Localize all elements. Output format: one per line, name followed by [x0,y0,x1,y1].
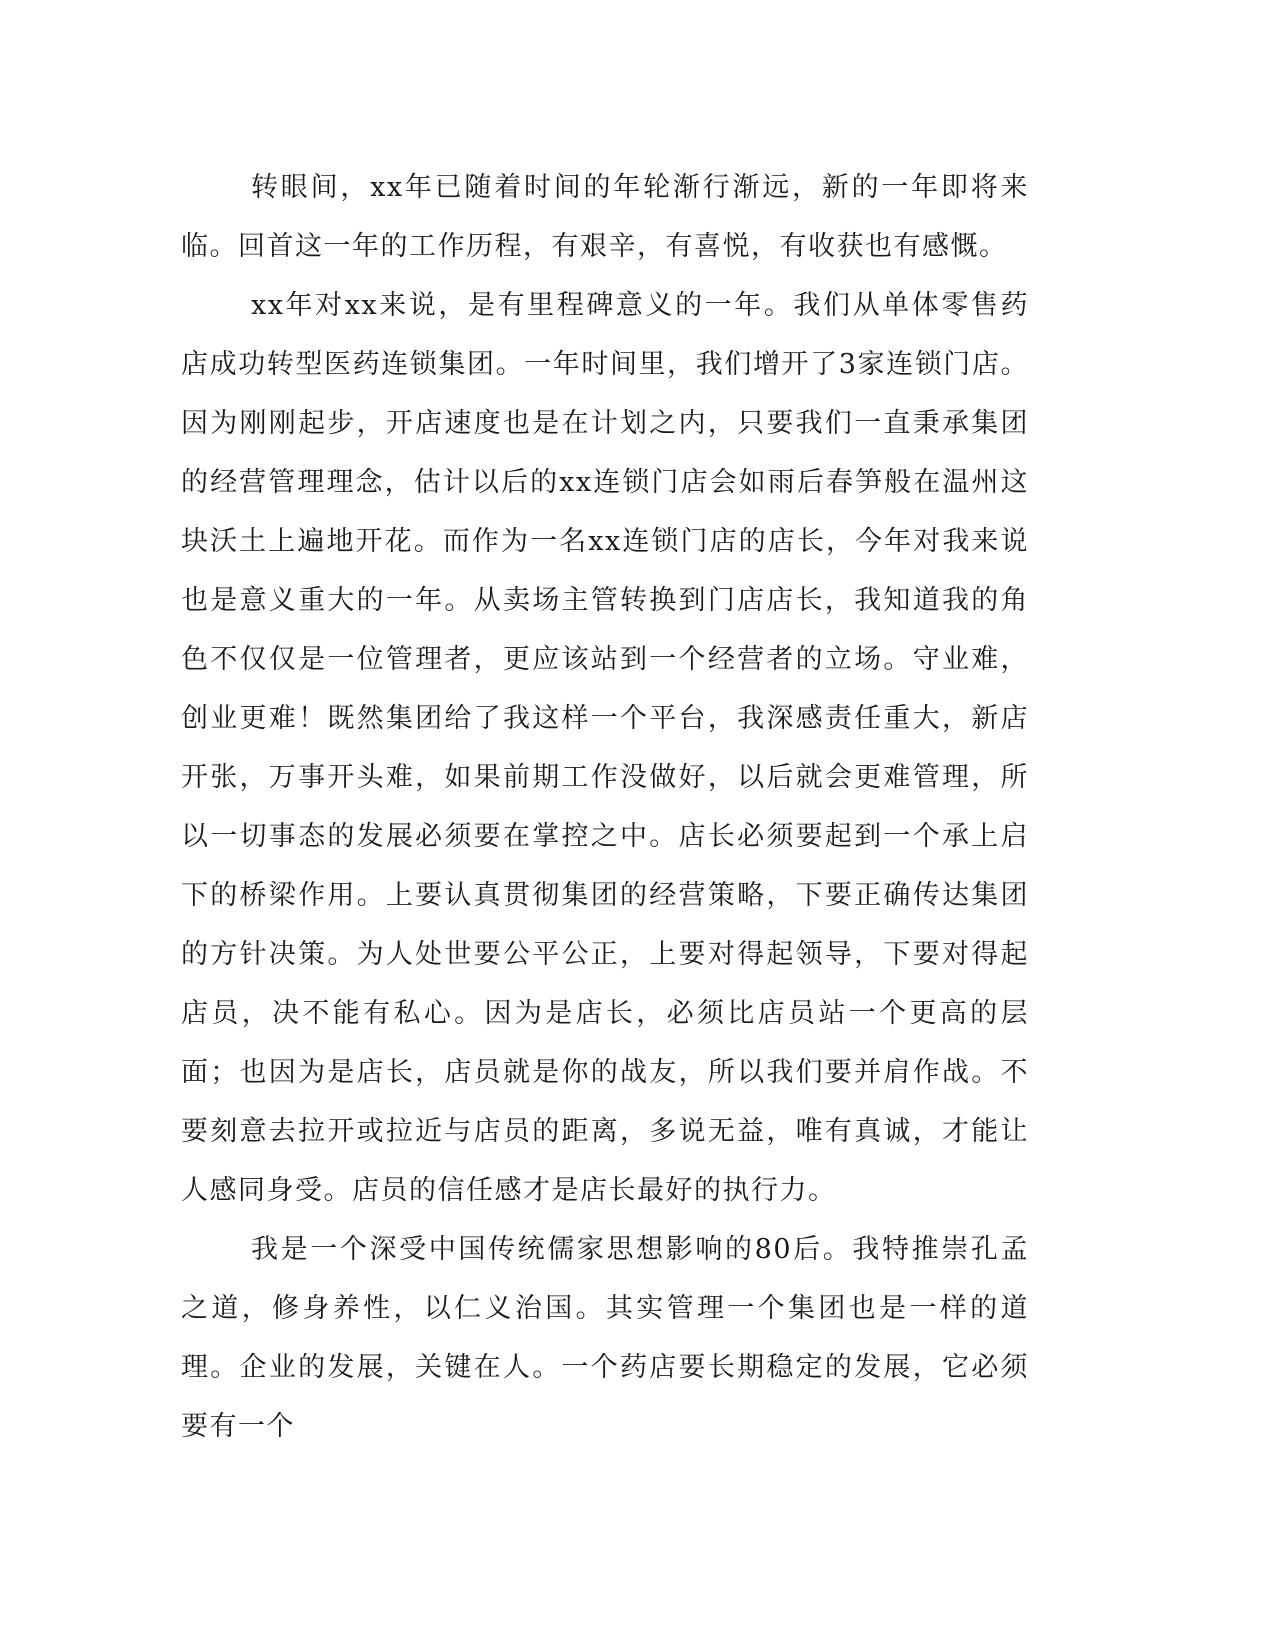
paragraph-2: xx年对xx来说，是有里程碑意义的一年。我们从单体零售药店成功转型医药连锁集团。一年时间里，我们增开了3家连锁门店。因为刚刚起步，开店速度也是在计划之内，只要我们一直秉承集团的经营管理理念，估计以后的xx连锁门店会如雨后春笋般在温州这块沃土上遍地开花。而作为一名xx连锁门店的店长，今年对我来说也是意义重大的一年。从卖场主管转换到门店店长，我知道我的角色不仅仅是一位管理者，更应该站到一个经营者的立场。守业难，创业更难！既然集团给了我这样一个平台，我深感责任重大，新店开张，万事开头难，如果前期工作没做好，以后就会更难管理，所以一切事态的发展必须要在掌控之中。店长必须要起到一个承上启下的桥梁作用。上要认真贯彻集团的经营策略，下要正确传达集团的方针决策。为人处世要公平公正，上要对得起领导，下要对得起店员，决不能有私心。因为是店长，必须比店员站一个更高的层面；也因为是店长，店员就是你的战友，所以我们要并肩作战。不要刻意去拉开或拉近与店员的距离，多说无益，唯有真诚，才能让人感同身受。店员的信任感才是店长最好的执行力。 [181,290,1029,1206]
paragraph-1: 转眼间，xx年已随着时间的年轮渐行渐远，新的一年即将来临。回首这一年的工作历程，有艰辛，有喜悦，有收获也有感慨。 [181,172,1029,262]
document-body [181,158,1029,1456]
paragraph-3: 我是一个深受中国传统儒家思想影响的80后。我特推崇孔孟之道，修身养性，以仁义治国。其实管理一个集团也是一样的道理。企业的发展，关键在人。一个药店要长期稳定的发展，它必须要有一个 [181,1234,1029,1442]
